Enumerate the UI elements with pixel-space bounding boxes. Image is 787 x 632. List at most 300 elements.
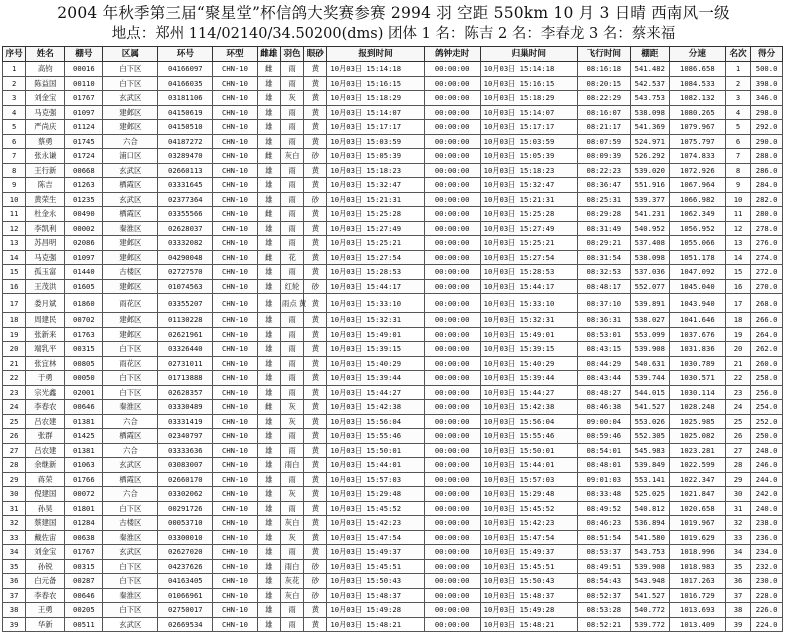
table-cell: 1016.729 <box>669 588 725 603</box>
table-row <box>3 545 783 560</box>
table-cell: 雨 <box>280 617 303 632</box>
table-cell: 11 <box>725 207 750 222</box>
table-cell: 553.141 <box>630 472 669 487</box>
table-cell: CHN-10 <box>213 250 257 265</box>
table-cell: 白下区 <box>103 501 158 516</box>
table-cell: 08:53:37 <box>577 545 630 560</box>
table-cell: 10月03日 15:33:10 <box>480 294 577 313</box>
table-cell: 2 <box>725 76 750 91</box>
table-cell: 雄 <box>257 342 280 357</box>
column-header: 棚号 <box>65 47 103 62</box>
table-cell: 黄 <box>304 134 327 149</box>
table-cell: 13 <box>725 236 750 251</box>
table-cell: 00002 <box>65 221 103 236</box>
table-cell: 34 <box>725 545 750 560</box>
table-cell: 537.408 <box>630 236 669 251</box>
table-cell: 1025.985 <box>669 414 725 429</box>
table-row <box>3 588 783 603</box>
table-cell: 六合 <box>103 134 158 149</box>
table-cell: 00668 <box>65 163 103 178</box>
table-cell: 于勇 <box>26 371 65 386</box>
table-cell: 00511 <box>65 617 103 632</box>
table-cell: 雨 <box>280 221 303 236</box>
table-cell: 00:00:00 <box>424 356 480 371</box>
table-cell: 白元备 <box>26 574 65 589</box>
table-cell: 32 <box>725 516 750 531</box>
table-cell: 灰 <box>280 91 303 106</box>
table-cell: 黄 <box>304 105 327 120</box>
table-cell: 雨 <box>280 327 303 342</box>
table-cell: 13 <box>3 236 26 251</box>
table-cell: 10月03日 15:03:59 <box>480 134 577 149</box>
table-cell: 1025.082 <box>669 429 725 444</box>
table-cell: 5 <box>725 120 750 135</box>
table-cell: 10月03日 15:21:31 <box>327 192 424 207</box>
table-cell: 黄 <box>304 516 327 531</box>
table-row <box>3 294 783 313</box>
table-cell: 戴佐宙 <box>26 530 65 545</box>
table-cell: 王行新 <box>26 163 65 178</box>
table-cell: CHN-10 <box>213 327 257 342</box>
table-cell: 建邺区 <box>103 313 158 328</box>
table-cell: 10月03日 15:28:53 <box>480 265 577 280</box>
table-cell: 10月03日 15:32:47 <box>480 178 577 193</box>
table-cell: 242.0 <box>751 487 783 502</box>
table-row <box>3 458 783 473</box>
table-cell: 286.0 <box>751 163 783 178</box>
table-cell: 38 <box>725 603 750 618</box>
table-cell: 蒋荣 <box>26 472 65 487</box>
table-cell: CHN-10 <box>213 603 257 618</box>
table-cell: 雄 <box>257 516 280 531</box>
table-cell: 539.377 <box>630 192 669 207</box>
table-cell: 娄月斌 <box>26 294 65 313</box>
table-cell: 周建民 <box>26 313 65 328</box>
table-cell: 7 <box>725 149 750 164</box>
table-cell: 10月03日 15:33:10 <box>327 294 424 313</box>
table-cell: 01767 <box>65 545 103 560</box>
table-cell: 553.099 <box>630 327 669 342</box>
table-cell: 37 <box>3 588 26 603</box>
table-row <box>3 414 783 429</box>
table-header-row <box>3 47 783 62</box>
table-row <box>3 371 783 386</box>
table-cell: 28 <box>3 458 26 473</box>
table-cell: 01801 <box>65 501 103 516</box>
table-cell: 17 <box>3 294 26 313</box>
table-cell: 01605 <box>65 279 103 294</box>
table-cell: 雄 <box>257 163 280 178</box>
table-cell: 266.0 <box>751 313 783 328</box>
table-cell: 15 <box>3 265 26 280</box>
table-cell: 雄 <box>257 105 280 120</box>
table-cell: 00:00:00 <box>424 313 480 328</box>
table-row <box>3 313 783 328</box>
table-cell: 33 <box>725 530 750 545</box>
table-cell: CHN-10 <box>213 91 257 106</box>
table-cell: 08:36:31 <box>577 313 630 328</box>
table-cell: 541.527 <box>630 588 669 603</box>
table-row <box>3 134 783 149</box>
table-cell: 00:00:00 <box>424 120 480 135</box>
table-cell: 黄 <box>304 443 327 458</box>
table-cell: 10月03日 15:18:23 <box>480 163 577 178</box>
table-cell: 8 <box>725 163 750 178</box>
table-cell: 00:00:00 <box>424 501 480 516</box>
table-cell: CHN-10 <box>213 371 257 386</box>
table-cell: 10月03日 15:25:21 <box>480 236 577 251</box>
table-cell: 08:31:54 <box>577 250 630 265</box>
table-cell: 398.0 <box>751 76 783 91</box>
table-cell: 08:21:17 <box>577 120 630 135</box>
table-cell: 红轮 <box>280 279 303 294</box>
table-cell: 6 <box>3 134 26 149</box>
table-cell: 00490 <box>65 207 103 222</box>
table-cell: 10月03日 15:28:53 <box>327 265 424 280</box>
table-cell: 292.0 <box>751 120 783 135</box>
table-row <box>3 516 783 531</box>
table-cell: 雨 <box>280 192 303 207</box>
table-cell: 10月03日 15:18:29 <box>480 91 577 106</box>
table-cell: 雄 <box>257 178 280 193</box>
table-cell: 雄 <box>257 356 280 371</box>
table-cell: 雨 <box>280 207 303 222</box>
table-cell: 倪建国 <box>26 487 65 502</box>
table-cell: 540.631 <box>630 356 669 371</box>
table-cell: 01767 <box>65 91 103 106</box>
table-cell: 18 <box>3 313 26 328</box>
table-cell: 234.0 <box>751 545 783 560</box>
table-cell: 10月03日 15:50:01 <box>480 443 577 458</box>
table-cell: 00:00:00 <box>424 472 480 487</box>
table-cell: 09:00:04 <box>577 414 630 429</box>
table-cell: 1019.967 <box>669 516 725 531</box>
table-cell: 六合 <box>103 487 158 502</box>
table-cell: 298.0 <box>751 105 783 120</box>
table-cell: 10月03日 15:27:54 <box>327 250 424 265</box>
table-cell: 1 <box>725 62 750 77</box>
table-cell: 10月03日 15:49:37 <box>480 545 577 560</box>
table-cell: 雄 <box>257 443 280 458</box>
table-cell: 00:00:00 <box>424 342 480 357</box>
table-cell: 10月03日 15:48:21 <box>480 617 577 632</box>
table-cell: 10月03日 15:42:23 <box>327 516 424 531</box>
table-cell: 539.772 <box>630 617 669 632</box>
table-cell: 01713888 <box>158 371 213 386</box>
table-cell: 建邺区 <box>103 250 158 265</box>
table-cell: 282.0 <box>751 192 783 207</box>
table-cell: 552.077 <box>630 279 669 294</box>
table-row <box>3 356 783 371</box>
table-cell: 黄 <box>304 400 327 415</box>
table-cell: 10月03日 15:32:31 <box>480 313 577 328</box>
table-cell: 10月03日 15:32:47 <box>327 178 424 193</box>
table-cell: 03326440 <box>158 342 213 357</box>
table-cell: 543.948 <box>630 574 669 589</box>
table-cell: 10月03日 15:55:46 <box>480 429 577 444</box>
table-cell: 03300010 <box>158 530 213 545</box>
table-cell: 04150510 <box>158 120 213 135</box>
table-cell: 02628357 <box>158 385 213 400</box>
table-cell: 黄 <box>304 120 327 135</box>
table-cell: 黄 <box>304 163 327 178</box>
table-cell: 雌 <box>257 149 280 164</box>
table-row <box>3 192 783 207</box>
table-cell: 1086.658 <box>669 62 725 77</box>
table-cell: 08:25:31 <box>577 192 630 207</box>
table-row <box>3 530 783 545</box>
table-row <box>3 149 783 164</box>
table-cell: 6 <box>725 134 750 149</box>
table-cell: 21 <box>725 356 750 371</box>
table-cell: 雨 <box>280 603 303 618</box>
table-cell: 35 <box>725 559 750 574</box>
table-row <box>3 472 783 487</box>
table-cell: 08:33:48 <box>577 487 630 502</box>
table-cell: 551.916 <box>630 178 669 193</box>
table-cell: 224.0 <box>751 617 783 632</box>
table-cell: 03330489 <box>158 400 213 415</box>
table-cell: 21 <box>3 356 26 371</box>
table-cell: 黄荣生 <box>26 192 65 207</box>
table-cell: 00805 <box>65 356 103 371</box>
table-cell: 玄武区 <box>103 458 158 473</box>
table-cell: 232.0 <box>751 559 783 574</box>
table-cell: CHN-10 <box>213 414 257 429</box>
table-cell: 11 <box>3 207 26 222</box>
table-cell: 00:00:00 <box>424 545 480 560</box>
table-cell: 248.0 <box>751 443 783 458</box>
table-cell: 08:16:07 <box>577 105 630 120</box>
table-row <box>3 120 783 135</box>
table-cell: 00110 <box>65 76 103 91</box>
table-cell: 张永谦 <box>26 149 65 164</box>
table-cell: 1051.178 <box>669 250 725 265</box>
table-cell: 黄 <box>304 617 327 632</box>
table-cell: 540.952 <box>630 221 669 236</box>
table-row <box>3 443 783 458</box>
table-cell: 12 <box>3 221 26 236</box>
table-cell: 08:37:10 <box>577 294 630 313</box>
table-cell: 09:01:03 <box>577 472 630 487</box>
table-cell: 00291726 <box>158 501 213 516</box>
table-cell: 539.849 <box>630 458 669 473</box>
table-cell: 10 <box>3 192 26 207</box>
table-cell: 290.0 <box>751 134 783 149</box>
table-cell: 华新 <box>26 617 65 632</box>
table-cell: 08:46:23 <box>577 516 630 531</box>
table-cell: 10月03日 15:44:27 <box>480 385 577 400</box>
table-cell: 1072.926 <box>669 163 725 178</box>
table-body <box>3 62 783 632</box>
table-cell: 00:00:00 <box>424 62 480 77</box>
table-cell: 00638 <box>65 530 103 545</box>
table-cell: 砂 <box>304 192 327 207</box>
table-cell: 10月03日 15:21:31 <box>480 192 577 207</box>
table-cell: 9 <box>725 178 750 193</box>
table-cell: 19 <box>3 327 26 342</box>
table-cell: CHN-10 <box>213 443 257 458</box>
column-header: 姓名 <box>26 47 65 62</box>
table-cell: 雨 <box>280 76 303 91</box>
table-cell: 268.0 <box>751 294 783 313</box>
table-cell: 02727570 <box>158 265 213 280</box>
table-cell: 260.0 <box>751 356 783 371</box>
table-cell: 1045.040 <box>669 279 725 294</box>
table-cell: 1037.676 <box>669 327 725 342</box>
table-cell: 538.098 <box>630 105 669 120</box>
table-cell: 538.098 <box>630 250 669 265</box>
table-cell: 01724 <box>65 149 103 164</box>
table-cell: 雌 <box>257 400 280 415</box>
table-cell: 杜金永 <box>26 207 65 222</box>
table-cell: 玄武区 <box>103 91 158 106</box>
table-cell: 250.0 <box>751 429 783 444</box>
table-cell: 31 <box>725 501 750 516</box>
table-cell: 10月03日 15:03:59 <box>327 134 424 149</box>
table-cell: 雄 <box>257 236 280 251</box>
table-cell: 30 <box>725 487 750 502</box>
table-cell: 雄 <box>257 545 280 560</box>
table-cell: 10月03日 15:50:43 <box>480 574 577 589</box>
table-cell: 538.027 <box>630 313 669 328</box>
table-cell: 李春农 <box>26 400 65 415</box>
table-cell: 537.036 <box>630 265 669 280</box>
table-cell: 10月03日 15:57:03 <box>480 472 577 487</box>
table-cell: 10月03日 15:18:23 <box>327 163 424 178</box>
table-cell: 雨花区 <box>103 356 158 371</box>
table-row <box>3 327 783 342</box>
table-cell: 04166097 <box>158 62 213 77</box>
table-cell: 1084.533 <box>669 76 725 91</box>
table-cell: 10月03日 15:39:44 <box>327 371 424 386</box>
table-cell: 雄 <box>257 588 280 603</box>
column-header: 报到时间 <box>327 47 424 62</box>
table-cell: 严尚庆 <box>26 120 65 135</box>
table-cell: CHN-10 <box>213 120 257 135</box>
table-cell: 雨 <box>280 371 303 386</box>
table-cell: 雄 <box>257 192 280 207</box>
column-header: 环型 <box>213 47 257 62</box>
table-cell: 00:00:00 <box>424 400 480 415</box>
table-cell: 雄 <box>257 134 280 149</box>
table-cell: 04166035 <box>158 76 213 91</box>
table-cell: 1018.983 <box>669 559 725 574</box>
table-row <box>3 163 783 178</box>
table-cell: 雄 <box>257 120 280 135</box>
table-cell: 539.744 <box>630 371 669 386</box>
table-cell: 栖霞区 <box>103 429 158 444</box>
table-cell: 00:00:00 <box>424 414 480 429</box>
table-cell: 1023.281 <box>669 443 725 458</box>
table-cell: 黄 <box>304 294 327 313</box>
table-cell: 高钧 <box>26 62 65 77</box>
table-cell: 10月03日 15:29:48 <box>480 487 577 502</box>
table-cell: 540.772 <box>630 603 669 618</box>
table-cell: 10月03日 15:40:29 <box>480 356 577 371</box>
results-table-container <box>2 46 783 629</box>
table-cell: 黄 <box>304 265 327 280</box>
table-cell: 04187272 <box>158 134 213 149</box>
table-cell: 35 <box>3 559 26 574</box>
table-cell: 03331645 <box>158 178 213 193</box>
table-cell: 端乳平 <box>26 342 65 357</box>
table-cell: 08:22:29 <box>577 91 630 106</box>
table-cell: 00:00:00 <box>424 178 480 193</box>
table-cell: 雨 <box>280 356 303 371</box>
table-cell: 1022.599 <box>669 458 725 473</box>
table-cell: 玄武区 <box>103 163 158 178</box>
table-cell: CHN-10 <box>213 265 257 280</box>
table-cell: 刘金宝 <box>26 545 65 560</box>
table-cell: 雨 <box>280 342 303 357</box>
table-cell: 00:00:00 <box>424 385 480 400</box>
table-cell: 543.753 <box>630 545 669 560</box>
table-cell: 余继新 <box>26 458 65 473</box>
table-cell: 1074.833 <box>669 149 725 164</box>
table-cell: CHN-10 <box>213 294 257 313</box>
table-cell: 545.983 <box>630 443 669 458</box>
table-cell: 00:00:00 <box>424 91 480 106</box>
table-cell: 10月03日 15:25:28 <box>327 207 424 222</box>
table-cell: 23 <box>725 385 750 400</box>
table-cell: 254.0 <box>751 400 783 415</box>
table-cell: 1056.952 <box>669 221 725 236</box>
table-cell: 1047.092 <box>669 265 725 280</box>
table-cell: 雨 <box>280 501 303 516</box>
table-cell: 01860 <box>65 294 103 313</box>
table-cell: 552.305 <box>630 429 669 444</box>
table-cell: 22 <box>3 371 26 386</box>
table-cell: 00:00:00 <box>424 149 480 164</box>
table-row <box>3 250 783 265</box>
table-cell: 03355566 <box>158 207 213 222</box>
table-cell: 01074563 <box>158 279 213 294</box>
table-cell: 雨 <box>280 105 303 120</box>
table-cell: 1062.349 <box>669 207 725 222</box>
table-cell: 雨 <box>280 385 303 400</box>
table-cell: 1021.847 <box>669 487 725 502</box>
table-cell: 14 <box>3 250 26 265</box>
table-cell: 00053710 <box>158 516 213 531</box>
table-cell: 31 <box>3 501 26 516</box>
table-cell: 03331419 <box>158 414 213 429</box>
table-cell: 541.231 <box>630 207 669 222</box>
table-cell: 白下区 <box>103 559 158 574</box>
table-cell: 10月03日 15:50:01 <box>327 443 424 458</box>
table-cell: 03355207 <box>158 294 213 313</box>
table-cell: 29 <box>3 472 26 487</box>
table-cell: 10月03日 15:17:17 <box>327 120 424 135</box>
table-cell: 01097 <box>65 250 103 265</box>
table-cell: 553.026 <box>630 414 669 429</box>
table-cell: 黄 <box>304 472 327 487</box>
column-header: 鸽钟走时 <box>424 47 480 62</box>
table-cell: 03083007 <box>158 458 213 473</box>
table-cell: 288.0 <box>751 149 783 164</box>
table-cell: 02660170 <box>158 472 213 487</box>
table-cell: 10月03日 15:27:54 <box>480 250 577 265</box>
table-cell: 1080.265 <box>669 105 725 120</box>
table-cell: 280.0 <box>751 207 783 222</box>
table-cell: 37 <box>725 588 750 603</box>
table-cell: 02669534 <box>158 617 213 632</box>
column-header: 名次 <box>725 47 750 62</box>
table-row <box>3 603 783 618</box>
table-cell: 4 <box>725 105 750 120</box>
table-cell: CHN-10 <box>213 559 257 574</box>
table-cell: 19 <box>725 327 750 342</box>
